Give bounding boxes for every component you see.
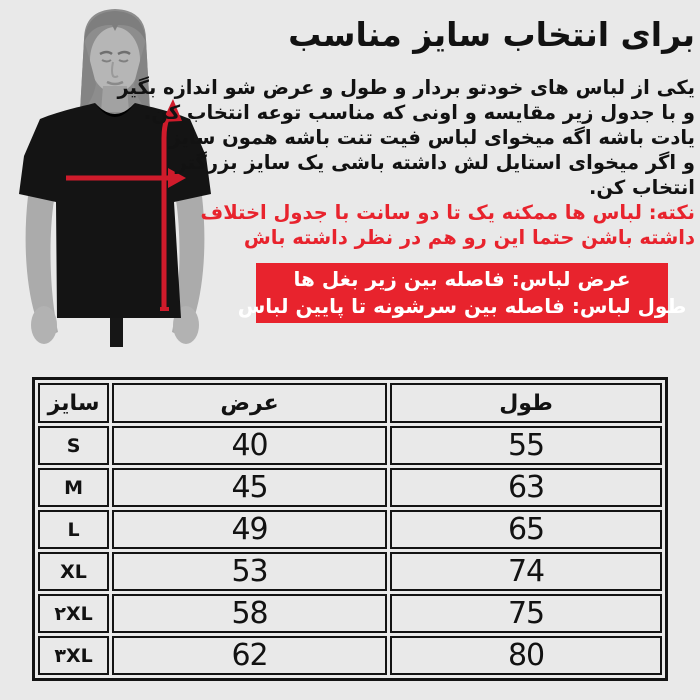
size-table-wrap (32, 377, 668, 680)
note-line: نکته: لباس ها ممکنه یک تا دو سانت با جدول اختلاف (200, 201, 695, 224)
mannequin-stand (110, 318, 123, 347)
model-photo (0, 0, 230, 375)
length-value: 55 (390, 426, 662, 465)
intro-text (117, 75, 695, 250)
table-row (38, 594, 662, 633)
size-label: M (38, 468, 109, 507)
intro-line: انتخاب کن. (588, 176, 695, 199)
size-label: XL (38, 552, 109, 591)
size-label: ۳XL (38, 636, 109, 675)
measurement-legend-box (237, 263, 687, 323)
size-label: L (38, 510, 109, 549)
table-row (38, 552, 662, 591)
intro-line: و با جدول زیر مقایسه و اونی که مناسب توعه انتخاب کن. (143, 101, 695, 124)
column-header-width: عرض (112, 383, 387, 423)
length-value: 74 (390, 552, 662, 591)
legend-width-definition: عرض لباس: فاصله بین زیر بغل ها (293, 267, 631, 291)
table-row (38, 468, 662, 507)
width-value: 40 (112, 426, 387, 465)
length-value: 75 (390, 594, 662, 633)
instructions-column (117, 0, 700, 250)
width-value: 45 (112, 468, 387, 507)
page-title: برای انتخاب سایز مناسب (288, 15, 695, 54)
size-label: ۲XL (38, 594, 109, 633)
table-row (38, 426, 662, 465)
tshirt-model-graphic (0, 0, 230, 375)
width-value: 53 (112, 552, 387, 591)
column-header-length: طول (390, 383, 662, 423)
width-value: 58 (112, 594, 387, 633)
width-value: 49 (112, 510, 387, 549)
size-table-header-row (38, 383, 662, 423)
intro-line: یکی از لباس های خودتو بردار و طول و عرض شو اندازه بگیر (117, 76, 695, 99)
column-header-size: سایز (38, 383, 109, 423)
table-row (38, 510, 662, 549)
length-value: 65 (390, 510, 662, 549)
length-value: 63 (390, 468, 662, 507)
length-value: 80 (390, 636, 662, 675)
intro-line: یادت باشه اگه میخوای لباس فیت تنت باشه همون سایز (169, 126, 695, 149)
intro-line: و اگر میخوای استایل لش داشته باشی یک سایز بزرگتر (175, 151, 695, 174)
legend-length-definition: طول لباس: فاصله بین سرشونه تا پایین لباس (237, 294, 687, 318)
note-line: داشته باشن حتما این رو هم در نظر داشته باش (243, 226, 695, 249)
size-table (32, 377, 668, 681)
table-row (38, 636, 662, 675)
width-value: 62 (112, 636, 387, 675)
size-label: S (38, 426, 109, 465)
left-hand (31, 306, 57, 344)
